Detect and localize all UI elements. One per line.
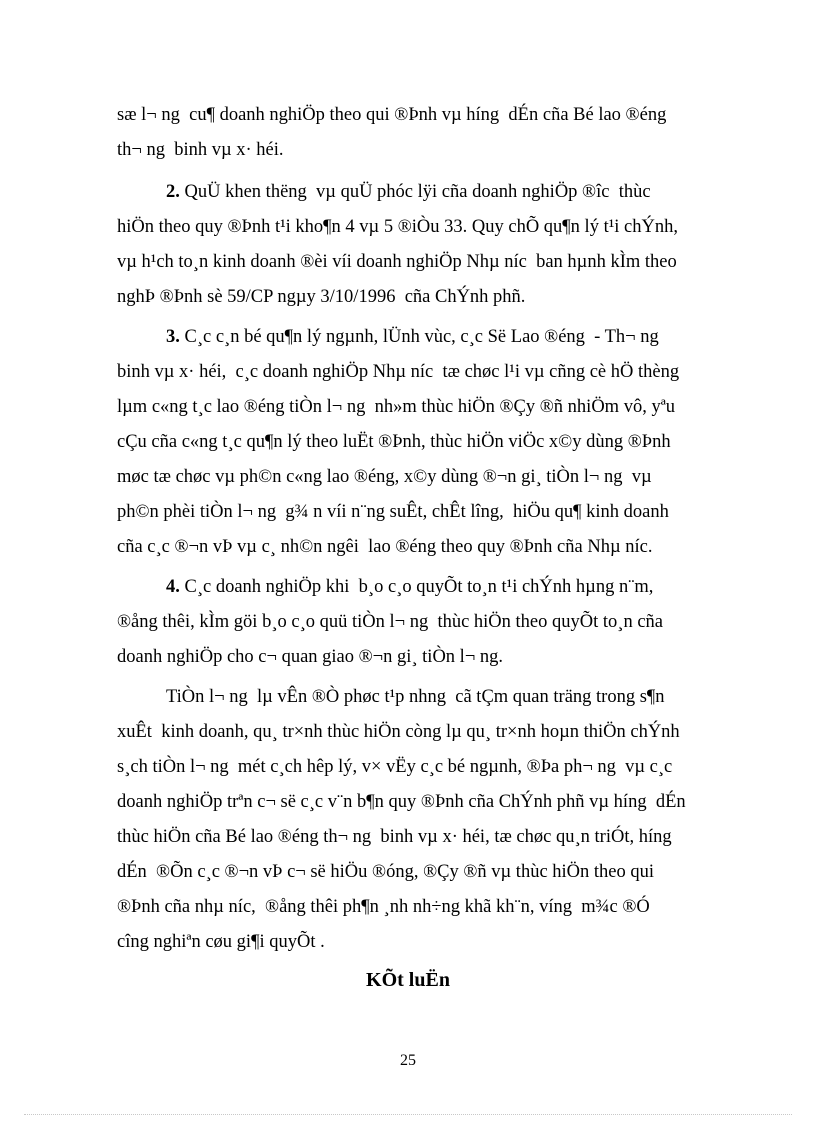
body-text-line: doanh nghiÖp cho c¬ quan giao ®¬n gi¸ tiÒn l¬ ng. xyxy=(117,647,504,667)
body-text-run: C¸c doanh nghiÖp khi b¸o c¸o quyÕt to¸n t¹i chÝnh hµng n¨m, xyxy=(179,577,654,597)
body-text-line: thùc hiÖn cña Bé lao ®éng th¬ ng binh vµ x· héi, tæ chøc qu¸n triÓt, híng xyxy=(117,827,672,847)
numbered-paragraph-first-line xyxy=(166,575,653,599)
body-text-line: møc tæ chøc vµ ph©n c«ng lao ®éng, x©y dùng ®¬n gi¸ tiÒn l¬ ng vµ xyxy=(117,467,652,487)
body-text-line: sæ l¬ ng cu¶ doanh nghiÖp theo qui ®Þnh vµ híng dÉn cña Bé lao ®éng xyxy=(117,105,667,125)
body-text-line: nghÞ ®Þnh sè 59/CP ngµy 3/10/1996 cña ChÝnh phñ. xyxy=(117,287,526,307)
body-text-line: vµ h¹ch to¸n kinh doanh ®èi víi doanh nghiÖp Nhµ níc ban hµnh kÌm theo xyxy=(117,252,677,272)
body-text-line: cña c¸c ®¬n vÞ vµ c¸ nh©n ngêi lao ®éng theo quy ®Þnh cña Nhµ níc. xyxy=(117,537,653,557)
paragraph-number: 2. xyxy=(166,182,180,202)
body-text-line: ®Þnh cña nhµ níc, ®ång thêi ph¶n ¸nh nh÷ng khã kh¨n, víng m¾c ®Ó xyxy=(117,897,650,917)
body-text-line: hiÖn theo quy ®Þnh t¹i kho¶n 4 vµ 5 ®iÒu 33. Quy chÕ qu¶n lý t¹i chÝnh, xyxy=(117,217,678,237)
body-text-line: xuÊt kinh doanh, qu¸ tr×nh thùc hiÖn còng lµ qu¸ tr×nh hoµn thiÖn chÝnh xyxy=(117,722,680,742)
body-text-line: binh vµ x· héi, c¸c doanh nghiÖp Nhµ níc tæ chøc l¹i vµ cñng cè hÖ thèng xyxy=(117,362,680,382)
body-text-run: QuÜ khen thëng vµ quÜ phóc lÿi cña doanh nghiÖp ®îc thùc xyxy=(179,182,651,202)
body-text-line: TiÒn l¬ ng lµ vÊn ®Ò phøc t¹p nhng cã tÇm quan träng trong s¶n xyxy=(166,687,665,707)
body-text-line: cÇu cña c«ng t¸c qu¶n lý theo luËt ®Þnh, thùc hiÖn viÖc x©y dùng ®Þnh xyxy=(117,432,671,452)
body-text-line: th¬ ng binh vµ x· héi. xyxy=(117,140,284,160)
body-text-line: dÉn ®Õn c¸c ®¬n vÞ c¬ së hiÖu ®óng, ®Çy ®ñ vµ thùc hiÖn theo qui xyxy=(117,862,655,882)
body-text-line: lµm c«ng t¸c lao ®éng tiÒn l¬ ng nh»m thùc hiÖn ®Çy ®ñ nhiÖm vô, yªu xyxy=(117,397,676,417)
numbered-paragraph-first-line xyxy=(166,325,659,349)
body-text-line: ®ång thêi, kÌm göi b¸o c¸o quü tiÒn l¬ ng thùc hiÖn theo quyÕt to¸n cña xyxy=(117,612,663,632)
page-number: 25 xyxy=(400,1052,416,1069)
body-text-line: cîng nghiªn cøu gi¶i quyÕt . xyxy=(117,932,325,952)
paragraph-number: 3. xyxy=(166,327,180,347)
footer-divider xyxy=(24,1114,792,1115)
numbered-paragraph-first-line xyxy=(166,180,651,204)
body-text-line: ph©n phèi tiÒn l¬ ng g¾ n víi n¨ng suÊt, chÊt lîng, hiÖu qu¶ kinh doanh xyxy=(117,502,669,522)
paragraph-number: 4. xyxy=(166,577,180,597)
body-text-line: doanh nghiÖp trªn c¬ së c¸c v¨n b¶n quy ®Þnh cña ChÝnh phñ vµ híng dÉn xyxy=(117,792,686,812)
body-text-line: s¸ch tiÒn l¬ ng mét c¸ch hêp lý, v× vËy c¸c bé ngµnh, ®Þa ph¬ ng vµ c¸c xyxy=(117,757,673,777)
section-heading: KÕt luËn xyxy=(366,969,450,991)
body-text-run: C¸c c¸n bé qu¶n lý ngµnh, lÜnh vùc, c¸c Së Lao ®éng - Th¬ ng xyxy=(179,327,659,347)
